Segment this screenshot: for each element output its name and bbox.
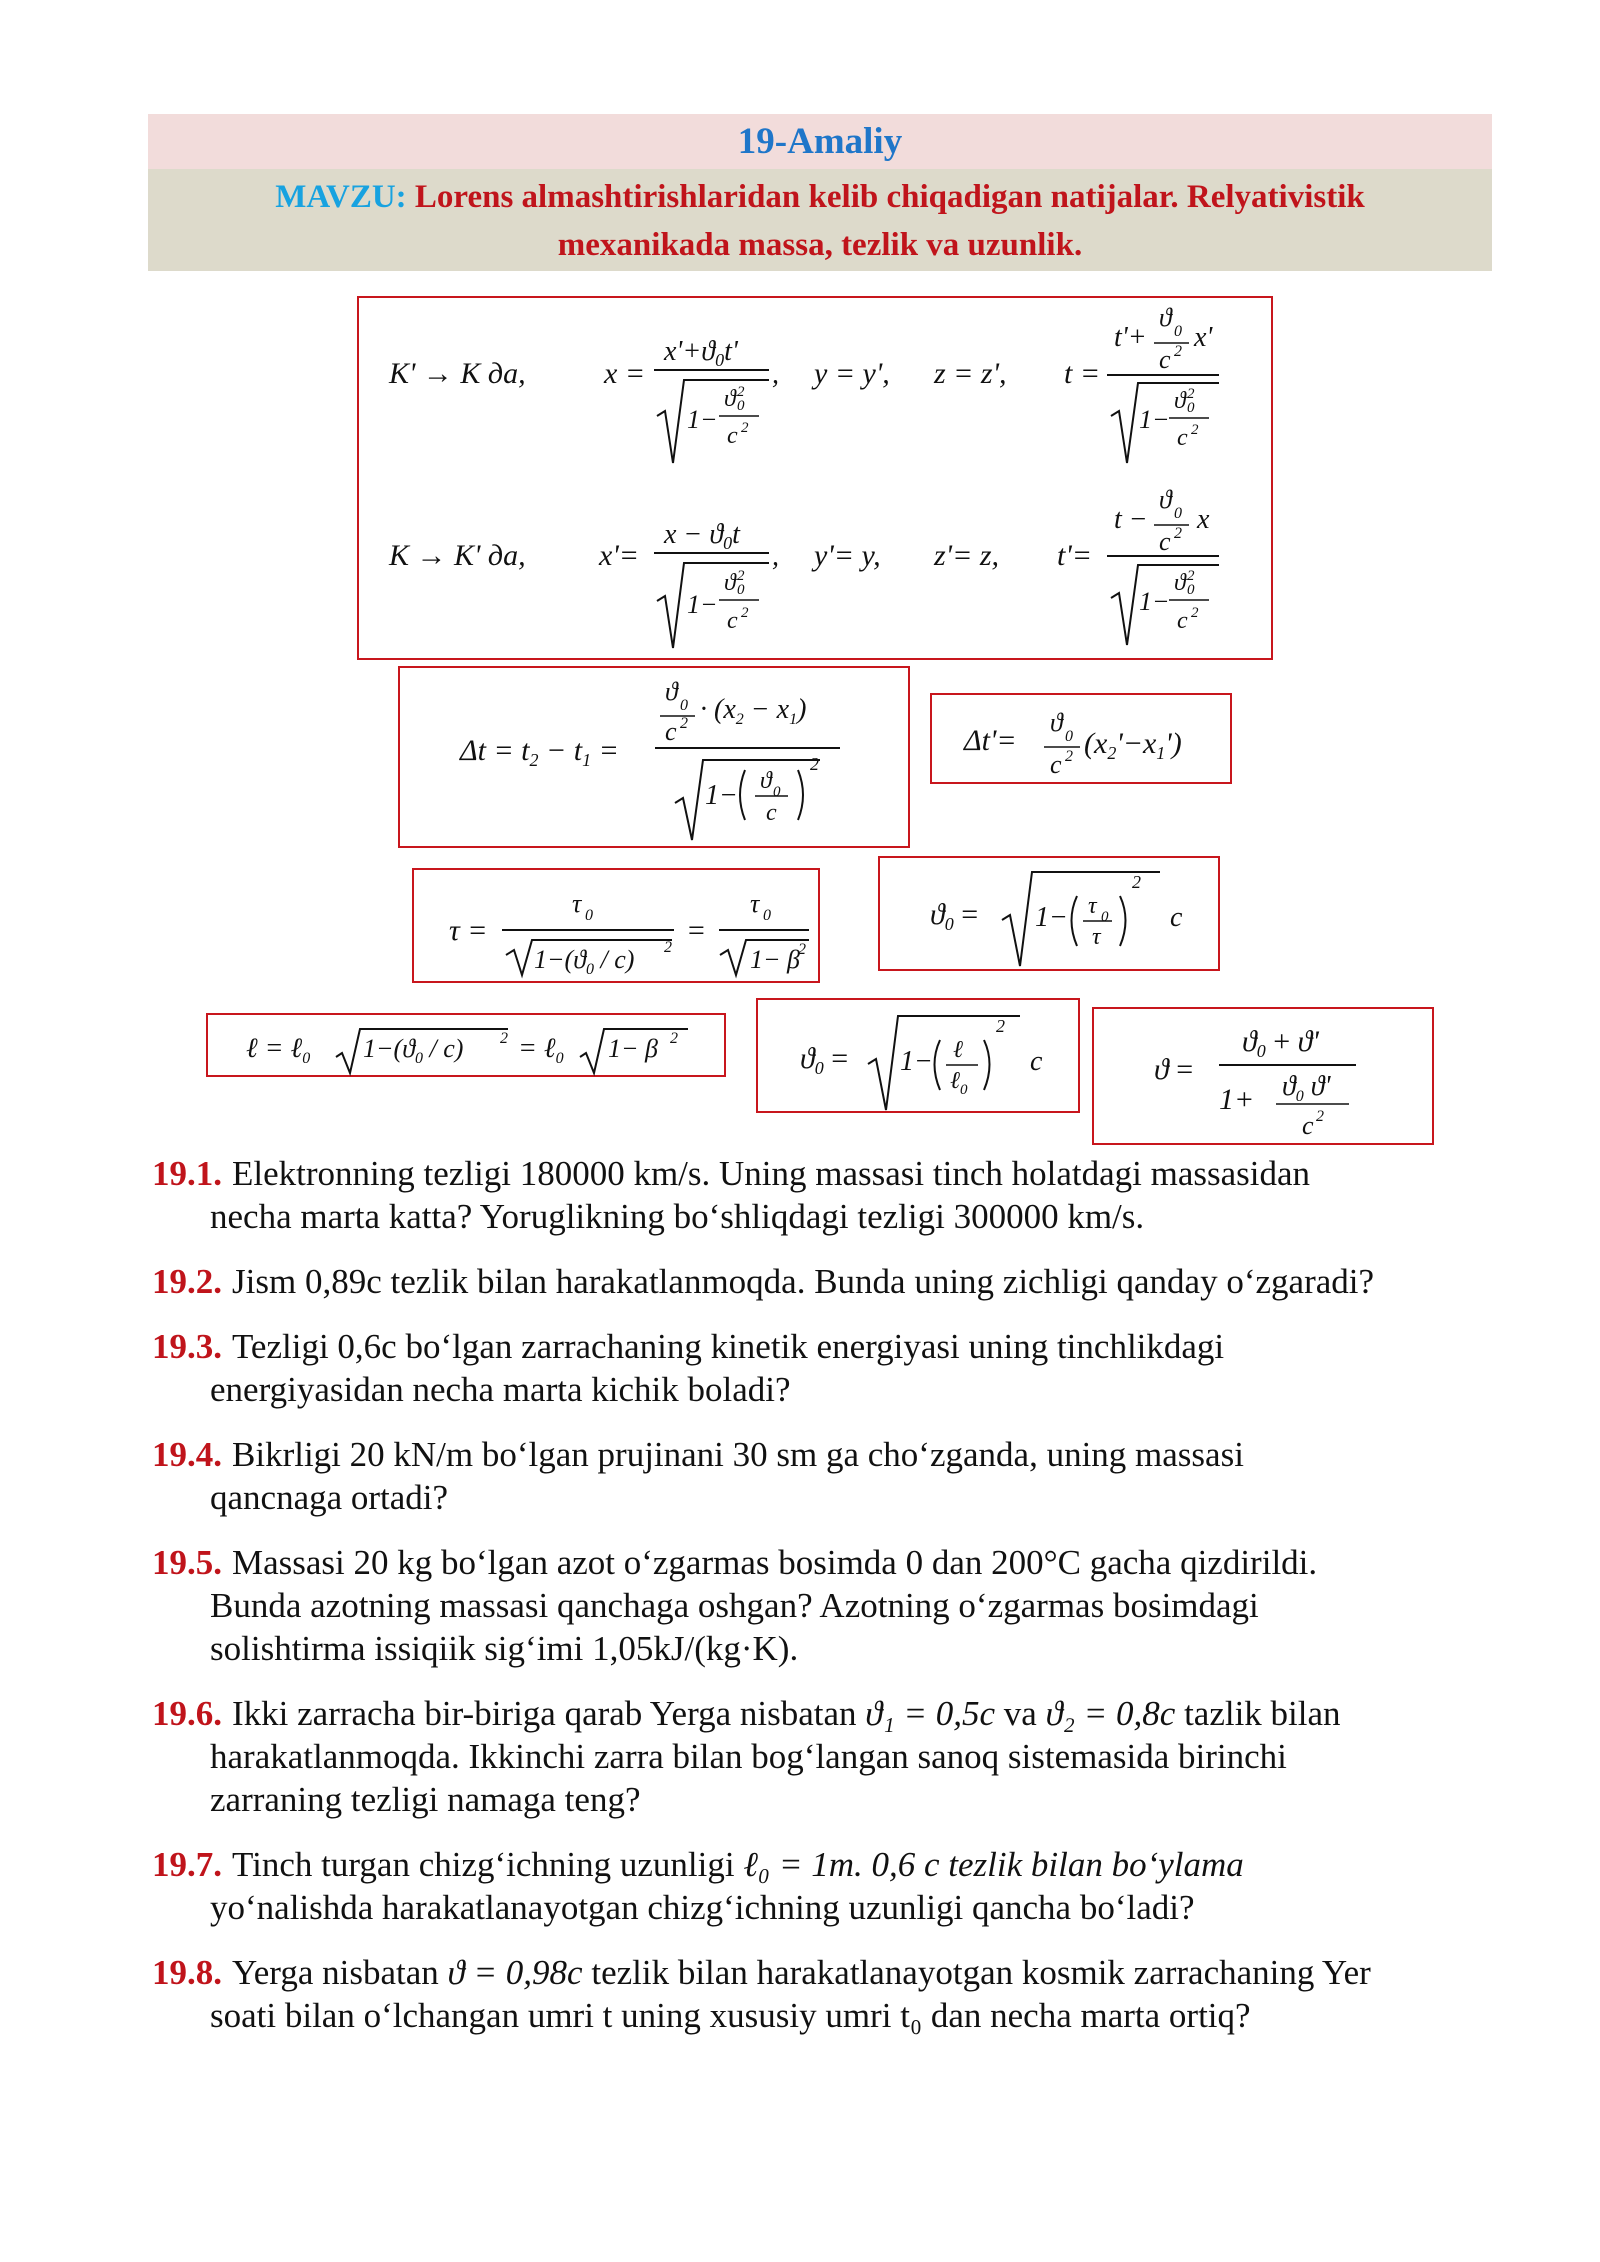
svg-text:c: c xyxy=(1050,750,1062,779)
velocity: ϑ = 0,98c xyxy=(447,1953,583,1992)
svg-text:c: c xyxy=(727,608,738,634)
conjunction: va xyxy=(1003,1694,1037,1733)
topic-label: MAVZU: xyxy=(275,179,407,215)
problem-text: 0,6 c tezlik bilan bo‘ylama xyxy=(871,1845,1244,1884)
lorentz-transform-formulas xyxy=(359,298,1275,662)
lesson-title: 19-Amaliy xyxy=(148,114,1492,169)
svg-text:t'=: t'= xyxy=(1057,539,1092,572)
problem-19-8 xyxy=(152,1951,1492,2037)
svg-text:0: 0 xyxy=(680,697,688,714)
svg-text:2: 2 xyxy=(741,605,749,621)
svg-text:y'= y,: y'= y, xyxy=(814,539,881,572)
svg-text:2: 2 xyxy=(996,1016,1005,1036)
svg-text:1+: 1+ xyxy=(1219,1083,1255,1116)
svg-text:c: c xyxy=(1177,608,1188,634)
svg-text:= ℓ0: = ℓ$_0$ xyxy=(518,1033,564,1067)
svg-text:τ: τ xyxy=(572,889,582,918)
svg-text:,: , xyxy=(772,541,779,572)
velocity-1: ϑ₁ = 0,5c xyxy=(865,1694,996,1733)
svg-text:x: x xyxy=(1197,504,1210,535)
svg-text:2: 2 xyxy=(1065,748,1073,765)
velocity-from-time-formula xyxy=(880,858,1222,973)
time-interval-prime-formula xyxy=(932,695,1234,786)
svg-text:2: 2 xyxy=(1191,605,1199,621)
svg-text:ϑ: ϑ xyxy=(665,677,678,706)
svg-text:ϑ0 ϑ': $ϑ_0$ ϑ' xyxy=(1282,1071,1331,1105)
svg-text:t'+: t'+ xyxy=(1114,322,1147,353)
svg-text:1−: 1− xyxy=(900,1046,933,1077)
problem-list xyxy=(152,1152,1492,2059)
problem-19-6 xyxy=(152,1692,1492,1821)
svg-text:1−: 1− xyxy=(1139,587,1170,616)
svg-text:2: 2 xyxy=(1191,422,1199,438)
time-dilation-formula xyxy=(414,870,822,985)
problem-number: 19.4. xyxy=(152,1435,222,1474)
svg-text:ℓ = ℓ0: ℓ = ℓ$_0$ xyxy=(246,1033,311,1067)
problem-number: 19.7. xyxy=(152,1845,222,1884)
svg-text:0: 0 xyxy=(585,907,593,924)
svg-text:z = z',: z = z', xyxy=(934,357,1007,390)
svg-text:t −: t − xyxy=(1114,504,1148,535)
svg-text:2: 2 xyxy=(741,420,749,436)
svg-text:c: c xyxy=(1159,345,1171,374)
svg-text:0: 0 xyxy=(763,907,771,924)
lorentz-transform-box xyxy=(357,296,1273,660)
problem-text-cont: solishtirma issiqiik sig‘imi 1,05kJ/(kg·K). xyxy=(210,1629,799,1668)
svg-text:ℓ0: ℓ$_0$ xyxy=(950,1068,968,1098)
svg-text:y = y',: y = y', xyxy=(814,357,890,390)
svg-text:ϑ0 + ϑ': $ϑ_0 + ϑ'$ xyxy=(1242,1025,1319,1061)
svg-text:Δt'=: Δt'= xyxy=(964,724,1017,757)
length-contraction-box xyxy=(206,1013,726,1077)
problem-19-7 xyxy=(152,1843,1492,1929)
svg-text:2: 2 xyxy=(1187,568,1195,584)
svg-text:1− β: 1− β xyxy=(750,945,800,974)
svg-text:x =: x = xyxy=(604,357,646,390)
svg-text:0: 0 xyxy=(737,582,745,598)
svg-text:0: 0 xyxy=(1187,400,1195,416)
svg-text:· (x2 − x1): · $(x_2 - x_1)$ xyxy=(700,694,807,728)
svg-text:1−(ϑ0 / c): $1-(ϑ_0 / c)$ xyxy=(534,945,635,978)
svg-text:c: c xyxy=(1159,527,1171,556)
svg-text:c: c xyxy=(727,423,738,449)
svg-text:0: 0 xyxy=(773,784,781,800)
velocity-addition-formula xyxy=(1094,1009,1436,1147)
problem-text: Elektronning tezligi 180000 km/s. Uning massasi tinch holatdagi massasidan xyxy=(232,1154,1311,1193)
problem-number: 19.1. xyxy=(152,1154,222,1193)
svg-text:ϑ: ϑ xyxy=(1174,570,1186,596)
problem-text-cont: necha marta katta? Yoruglikning bo‘shliqdagi tezligi 300000 km/s. xyxy=(210,1197,1145,1236)
problem-text-cont: Bunda azotning massasi qanchaga oshgan? Azotning o‘zgarmas bosimdagi xyxy=(210,1586,1259,1625)
svg-text:2: 2 xyxy=(1132,872,1141,892)
problem-text: Massasi 20 kg bo‘lgan azot o‘zgarmas bosimda 0 dan 200°C gacha qizdirildi. xyxy=(232,1543,1318,1582)
svg-text:c: c xyxy=(1302,1111,1314,1140)
svg-text:1−: 1− xyxy=(1035,902,1068,933)
problem-19-3 xyxy=(152,1325,1492,1411)
svg-text:2: 2 xyxy=(798,941,806,958)
svg-text:ϑ: ϑ xyxy=(1050,708,1063,737)
svg-text:=: = xyxy=(686,914,707,947)
problem-number: 19.2. xyxy=(152,1262,222,1301)
velocity-from-length-formula xyxy=(758,1000,1082,1115)
svg-text:0: 0 xyxy=(737,398,745,414)
svg-text:x'=: x'= xyxy=(599,539,639,572)
problem-text-cont: qancnaga ortadi? xyxy=(210,1478,449,1517)
problem-text: Ikki zarracha bir-biriga qarab Yerga nisbatan xyxy=(232,1694,857,1733)
length-contraction-formula xyxy=(208,1015,728,1079)
time-dilation-box xyxy=(412,868,820,983)
svg-text:ϑ: ϑ xyxy=(724,386,736,412)
svg-text:2: 2 xyxy=(737,568,745,584)
svg-text:ϑ0 =: $ϑ_0$ = xyxy=(800,1042,849,1078)
topic-text-line2: mexanikada massa, tezlik va uzunlik. xyxy=(557,227,1083,263)
svg-text:2: 2 xyxy=(664,939,672,956)
rest-length: ℓ₀ = 1m. xyxy=(743,1845,863,1884)
svg-text:ϑ: ϑ xyxy=(1159,303,1172,332)
svg-text:,: , xyxy=(772,359,779,390)
svg-text:(x2'−x1'): $(x_2'-x_1')$ xyxy=(1084,727,1182,763)
svg-text:2: 2 xyxy=(810,754,819,774)
svg-text:ϑ: ϑ xyxy=(1174,388,1186,414)
svg-text:1− β: 1− β xyxy=(608,1034,658,1063)
problem-text-cont: yo‘nalishda harakatlanayotgan chizg‘ichning uzunligi qancha bo‘ladi? xyxy=(210,1888,1195,1927)
svg-text:1−: 1− xyxy=(687,590,718,619)
velocity-2: ϑ₂ = 0,8c xyxy=(1045,1694,1176,1733)
svg-text:0: 0 xyxy=(1065,728,1073,745)
svg-text:x': x' xyxy=(1194,322,1213,353)
svg-text:ϑ: ϑ xyxy=(1159,485,1172,514)
svg-text:0: 0 xyxy=(1174,323,1182,340)
velocity-addition-box xyxy=(1092,1007,1434,1145)
problem-number: 19.8. xyxy=(152,1953,222,1992)
problem-text-cont: soati bilan o‘lchangan umri t uning xususiy umri t₀ dan necha marta ortiq? xyxy=(210,1996,1251,2035)
problem-text-cont: harakatlanmoqda. Ikkinchi zarra bilan bog‘langan sanoq sistemasida birinchi xyxy=(210,1737,1287,1776)
svg-text:2: 2 xyxy=(680,715,688,732)
problem-text: Tinch turgan chizg‘ichning uzunligi xyxy=(232,1845,735,1884)
velocity-from-length-box xyxy=(756,998,1080,1113)
problem-text: Jism 0,89c tezlik bilan harakatlanmoqda. Bunda uning zichligi qanday o‘zgaradi? xyxy=(232,1262,1375,1301)
svg-text:c: c xyxy=(1030,1046,1043,1077)
problem-text: tezlik bilan harakatlanayotgan kosmik zarrachaning Yer xyxy=(591,1953,1371,1992)
problem-text-cont: zarraning tezligi namaga teng? xyxy=(210,1780,641,1819)
page-header xyxy=(148,114,1492,271)
svg-text:z'= z,: z'= z, xyxy=(934,539,1000,572)
svg-text:ϑ: ϑ xyxy=(724,570,736,596)
svg-text:2: 2 xyxy=(670,1030,678,1047)
problem-text: Yerga nisbatan xyxy=(232,1953,439,1992)
problem-19-1 xyxy=(152,1152,1492,1238)
svg-text:x − ϑ0t: $x - ϑ_0t$ xyxy=(664,519,740,553)
svg-text:2: 2 xyxy=(1316,1108,1324,1125)
time-interval-formula xyxy=(400,668,912,850)
velocity-from-time-box xyxy=(878,856,1220,971)
svg-text:1−: 1− xyxy=(687,405,718,434)
problem-text: Bikrligi 20 kN/m bo‘lgan prujinani 30 sm ga cho‘zganda, uning massasi xyxy=(232,1435,1244,1474)
svg-text:ϑ =: ϑ = xyxy=(1154,1053,1194,1086)
problem-text: Tezligi 0,6c bo‘lgan zarrachaning kinetik energiyasi uning tinchlikdagi xyxy=(232,1327,1225,1366)
svg-text:2: 2 xyxy=(1174,343,1182,360)
svg-text:ℓ: ℓ xyxy=(953,1037,963,1063)
svg-text:τ: τ xyxy=(1092,924,1101,950)
time-interval-box xyxy=(398,666,910,848)
svg-text:c: c xyxy=(766,800,777,826)
svg-text:1−: 1− xyxy=(1139,405,1170,434)
svg-text:0: 0 xyxy=(1174,505,1182,522)
lesson-topic xyxy=(148,169,1492,271)
svg-text:c: c xyxy=(1170,902,1183,933)
svg-text:2: 2 xyxy=(500,1030,508,1047)
svg-text:c: c xyxy=(665,717,677,746)
problem-text: tazlik bilan xyxy=(1184,1694,1341,1733)
problem-19-4 xyxy=(152,1433,1492,1519)
problem-text-cont: energiyasidan necha marta kichik boladi? xyxy=(210,1370,791,1409)
svg-text:0: 0 xyxy=(1101,909,1109,925)
problem-19-5 xyxy=(152,1541,1492,1670)
svg-text:1−: 1− xyxy=(705,780,738,811)
svg-text:τ: τ xyxy=(1088,893,1097,919)
svg-text:t =: t = xyxy=(1064,357,1101,390)
svg-text:τ: τ xyxy=(750,889,760,918)
svg-text:2: 2 xyxy=(1187,386,1195,402)
svg-text:c: c xyxy=(1177,425,1188,451)
svg-text:0: 0 xyxy=(1187,582,1195,598)
svg-text:ϑ: ϑ xyxy=(760,768,772,794)
svg-text:x'+ϑ0t': $x'+ϑ_0t'$ xyxy=(664,336,738,370)
svg-text:Δt = t2 − t1 =: $\Delta t = t_2 - t_1$ = xyxy=(460,734,619,770)
svg-text:ϑ0 =: $ϑ_0$ = xyxy=(930,898,979,934)
problem-number: 19.3. xyxy=(152,1327,222,1366)
time-interval-prime-box xyxy=(930,693,1232,784)
svg-text:1−(ϑ0 / c): $1-(ϑ_0 / c)$ xyxy=(363,1034,464,1067)
problem-19-2 xyxy=(152,1260,1492,1303)
topic-text-line1: Lorens almashtirishlaridan kelib chiqadigan natijalar. Relyativistik xyxy=(414,179,1365,215)
svg-text:2: 2 xyxy=(1174,525,1182,542)
backward-label: K → K' да, xyxy=(389,539,526,572)
svg-text:2: 2 xyxy=(737,384,745,400)
problem-number: 19.5. xyxy=(152,1543,222,1582)
problem-number: 19.6. xyxy=(152,1694,222,1733)
svg-text:τ =: τ = xyxy=(449,914,488,947)
forward-label: K' → K да, xyxy=(389,357,526,390)
